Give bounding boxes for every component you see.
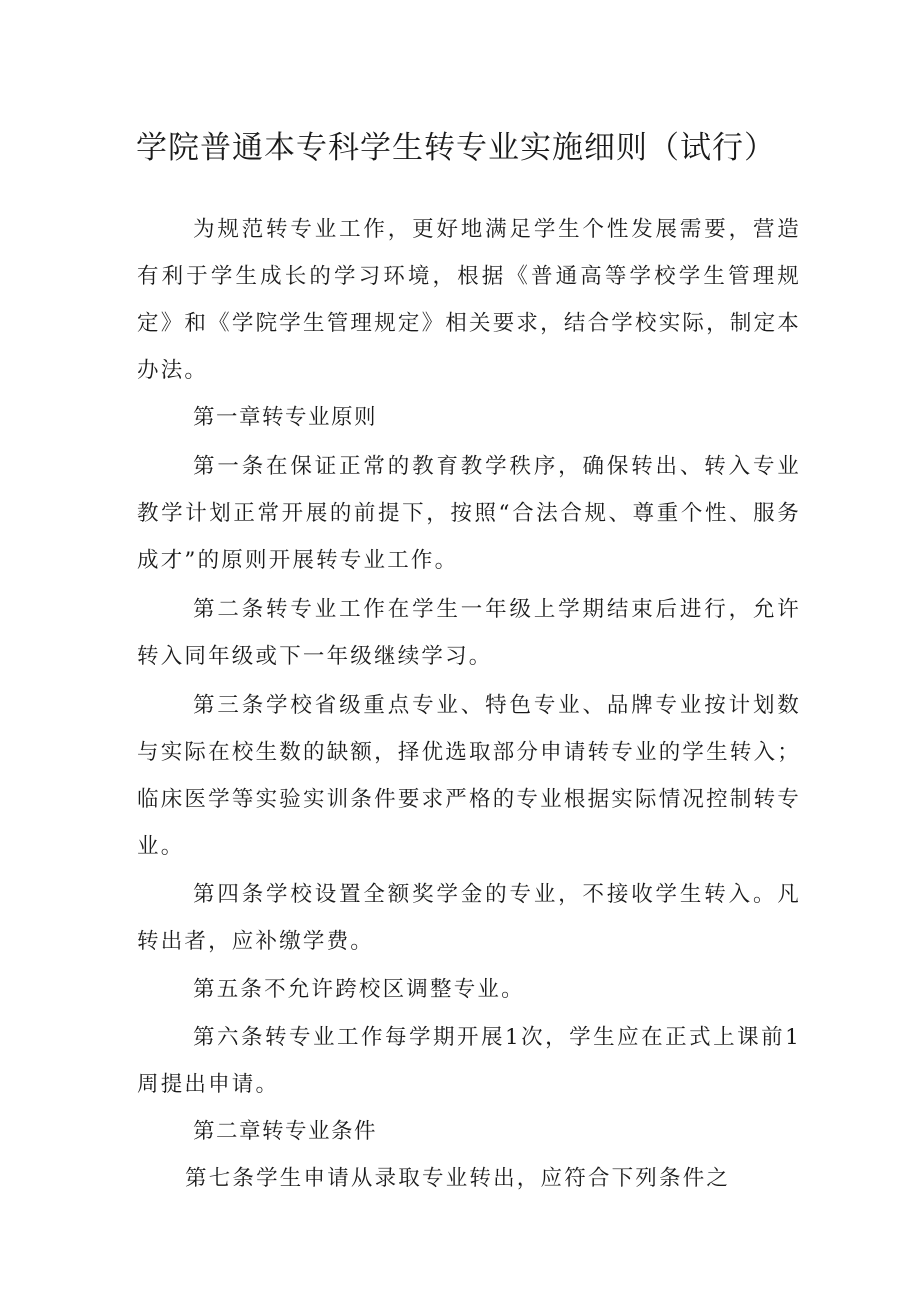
article-2-paragraph: 第二条转专业工作在学生一年级上学期结束后进行，允许转入同年级或下一年级继续学习。 (137, 597, 801, 669)
document-body (137, 206, 801, 1202)
article-4-paragraph: 第四条学校设置全额奖学金的专业，不接收学生转入。凡转出者，应补缴学费。 (137, 882, 801, 954)
article-1-paragraph: 第一条在保证正常的教育教学秩序，确保转出、转入专业教学计划正常开展的前提下，按照“合法合规、尊重个性、服务成才”的原则开展转专业工作。 (137, 454, 801, 573)
preamble-paragraph: 为规范转专业工作，更好地满足学生个性发展需要，营造有利于学生成长的学习环境，根据《普通高等学校学生管理规定》和《学院学生管理规定》相关要求，结合学校实际，制定本办法。 (137, 217, 801, 383)
document-title: 学院普通本专科学生转专业实施细则（试行） (136, 130, 776, 166)
article-5-paragraph: 第五条不允许跨校区调整专业。 (193, 977, 525, 1002)
article-7-paragraph: 第七条学生申请从录取专业转出，应符合下列条件之 (185, 1166, 731, 1191)
article-3-paragraph: 第三条学校省级重点专业、特色专业、品牌专业按计划数与实际在校生数的缺额，择优选取部分申请转专业的学生转入；临床医学等实验实训条件要求严格的专业根据实际情况控制转专业。 (137, 693, 801, 859)
article-6-paragraph: 第六条转专业工作每学期开展1次，学生应在正式上课前1周提出申请。 (137, 1025, 801, 1097)
chapter-1-heading: 第一章转专业原则 (193, 405, 378, 430)
chapter-2-heading: 第二章转专业条件 (193, 1119, 378, 1144)
